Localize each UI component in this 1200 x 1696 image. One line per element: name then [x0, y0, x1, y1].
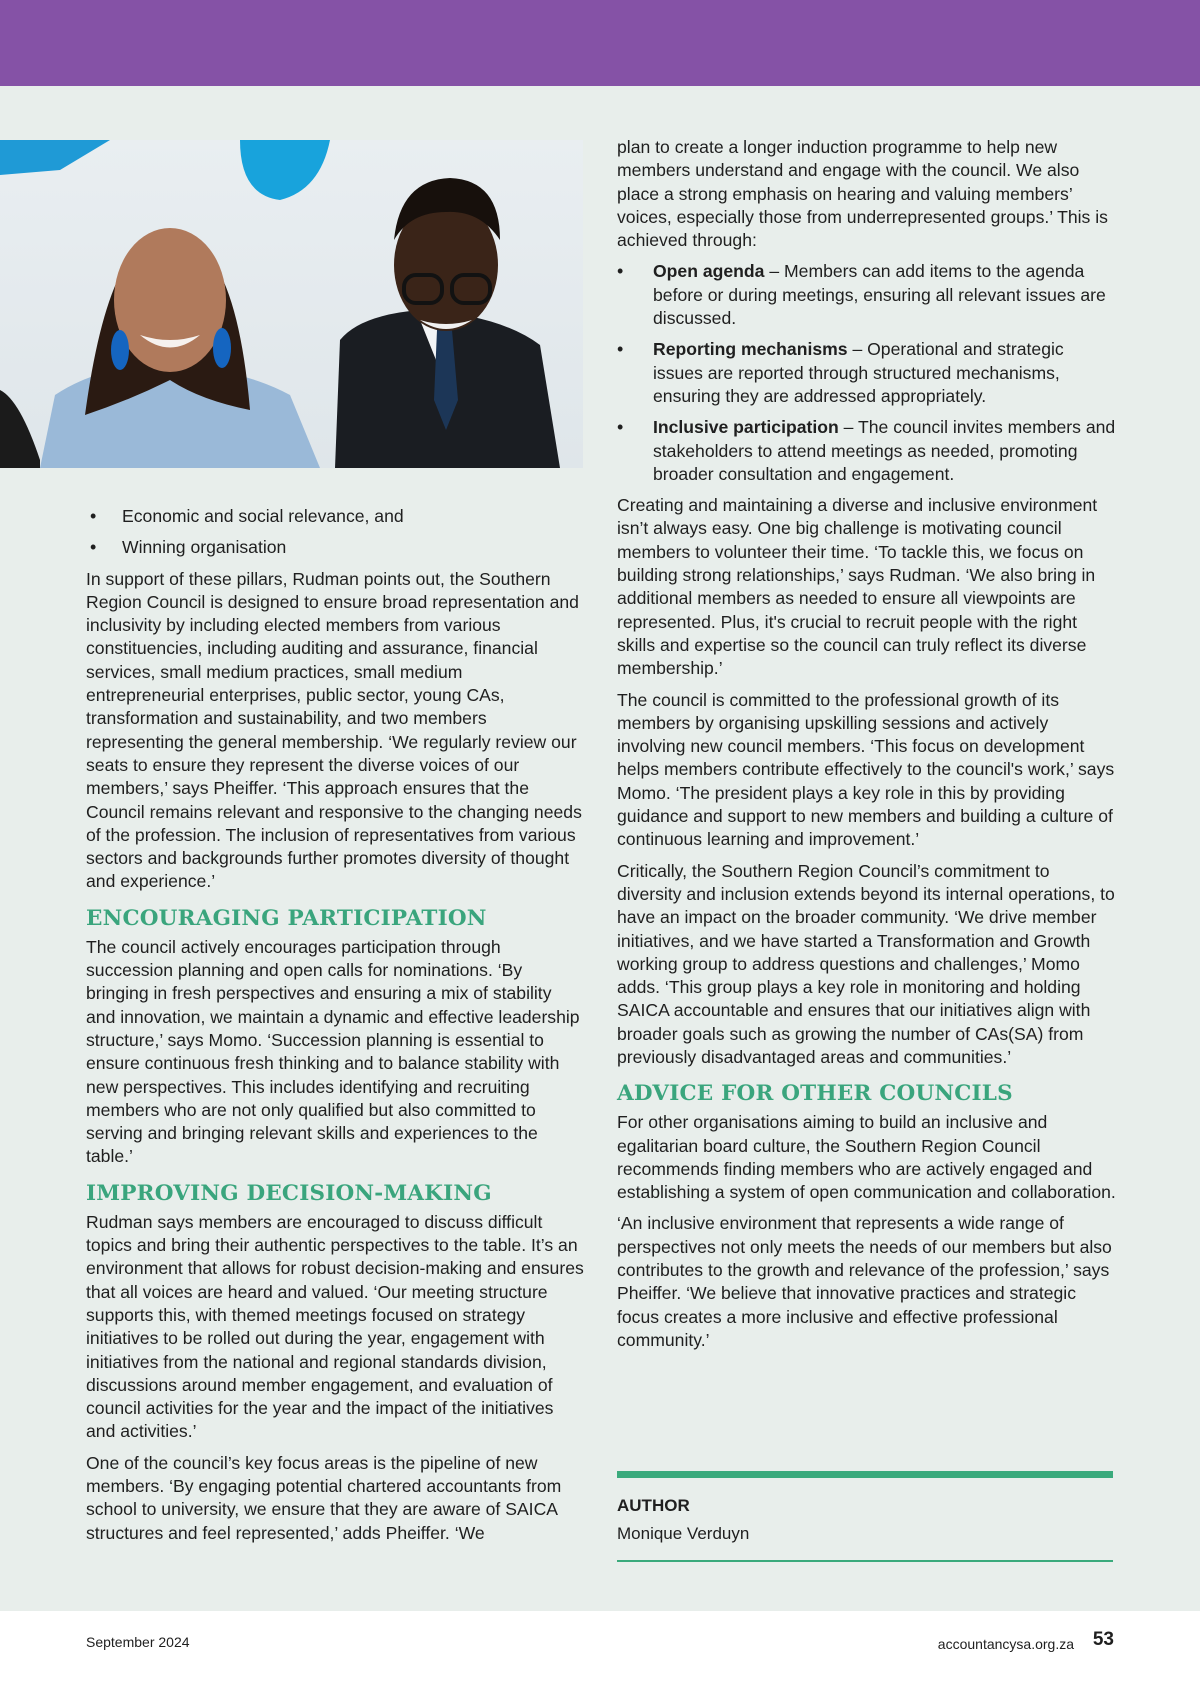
- paragraph: Rudman says members are encouraged to discuss difficult topics and bring their authentic perspectives to the table. It’s an environment that allows for robust decision-making and ensures that all voices are heard and valued. ‘Our meeting structure supports this, with themed meetings focused on strategy initiatives to be rolled out during the year, engagement with initiatives from the national and regional standards division, discussions around member engagement, and evaluation of council activities for the year and the impact of the initiatives and activities.’: [86, 1211, 584, 1442]
- paragraph: plan to create a longer induction programme to help new members understand and engage with the council. We also place a strong emphasis on hearing and valuing members’ voices, especially those from underrepresented groups.’ This is achieved through:: [617, 137, 1108, 251]
- photo-bg-shape: [0, 140, 110, 175]
- paragraph: The council is committed to the professional growth of its members by organising upskilling sessions and actively involving new council members. ‘This focus on development helps members contribute effectively to the council's work,’ says Momo. ‘The president plays a key role in this by providing guidance and support to new members and building a culture of continuous learning and improvement.’: [617, 689, 1115, 850]
- list-item: [617, 260, 1117, 330]
- paragraph: ‘An inclusive environment that represents a wide range of perspectives not only meets the needs of our members but also contributes to the growth and relevance of the profession,’ says Pheiffer. ‘We believe that innovative practices and strategic focus creates a more inclusive and effective professional community.’: [617, 1213, 1112, 1350]
- pillars-list: [86, 505, 584, 560]
- list-item-text: – The council invites members and stakeholders to attend meetings as needed, promoting broader consultation and engagement.: [653, 417, 1116, 484]
- header-color-bar: [0, 0, 1200, 86]
- section-heading: ENCOURAGING PARTICIPATION: [86, 905, 487, 931]
- woman-earring-right: [213, 328, 231, 368]
- footer-url[interactable]: accountancysa.org.za: [937, 1636, 1074, 1652]
- mechanisms-list: [617, 260, 1117, 486]
- list-item-term: Open agenda: [653, 261, 765, 282]
- list-item-text: – Members can add items to the agenda before or during meetings, ensuring all relevant issues are discussed.: [653, 261, 1106, 329]
- paragraph: One of the council’s key focus areas is the pipeline of new members. ‘By engaging potential chartered accountants from school to university, we ensure that they are aware of SAICA structures and feel represented,’ adds Pheiffer. ‘We: [86, 1452, 562, 1543]
- paragraph: Critically, the Southern Region Council’s commitment to diversity and inclusion extends beyond its internal operations, to have an impact on the broader community. ‘We drive member initiatives, and we have started a Transformation and Growth working group to address questions and challenges,’ Momo adds. ‘This group plays a key role in monitoring and holding SAICA accountable and ensures that our initiatives align with broader goals such as growing the number of CAs(SA) from previously disadvantaged areas and communities.’: [617, 860, 1115, 1067]
- page-number: 53: [1092, 1629, 1114, 1650]
- left-column: [86, 505, 584, 1553]
- list-item-text: – Operational and strategic issues are reported through structured mechanisms, ensuring they are addressed appropriately.: [653, 339, 1064, 406]
- footer: [0, 1611, 1200, 1696]
- woman-earring-left: [111, 330, 129, 370]
- list-item-term: Reporting mechanisms: [653, 339, 848, 360]
- right-column: [617, 136, 1117, 1360]
- author-label: AUTHOR: [617, 1496, 690, 1515]
- paragraph: Creating and maintaining a diverse and inclusive environment isn’t always easy. One big challenge is motivating council members to volunteer their time. ‘To tackle this, we focus on building strong relationships,’ says Rudman. ‘We also bring in additional members as needed to ensure all viewpoints are represented. Plus, it's crucial to recruit people with the right skills and expertise so the council can truly reflect its diverse membership.’: [617, 495, 1098, 679]
- article-photo: [0, 140, 583, 468]
- photo-bg-shape-2: [240, 140, 330, 200]
- woman-face: [114, 228, 226, 372]
- list-item: • Economic and social relevance, and: [86, 505, 584, 528]
- footer-date: September 2024: [86, 1634, 190, 1650]
- list-item: [617, 416, 1117, 486]
- author-name: Monique Verduyn: [617, 1524, 750, 1543]
- author-rule-top: [617, 1471, 1113, 1478]
- photo-illustration: [0, 140, 583, 468]
- list-item-term: Inclusive participation: [653, 417, 839, 438]
- section-heading: ADVICE FOR OTHER COUNCILS: [617, 1081, 1013, 1107]
- section-heading: IMPROVING DECISION-MAKING: [86, 1180, 492, 1206]
- list-item: [617, 338, 1117, 408]
- author-rule-bottom: [617, 1560, 1113, 1562]
- paragraph: The council actively encourages participation through succession planning and open calls for nominations. ‘By bringing in fresh perspectives and ensuring a mix of stability and innovation, we maintain a dynamic and effective leadership structure,’ says Momo. ‘Succession planning is essential to ensure continuous fresh thinking and to balance stability with new perspectives. This includes identifying and recruiting members who are not only qualified but also committed to serving and bringing relevant skills and experiences to the table.’: [86, 936, 580, 1167]
- paragraph: In support of these pillars, Rudman points out, the Southern Region Council is designed to ensure broad representation and inclusivity by including elected members from various constituencies, including auditing and assurance, financial services, small medium practices, small medium entrepreneurial enterprises, public sector, young CAs, transformation and sustainability, and two members representing the general membership. ‘We regularly review our seats to ensure they represent the diverse voices of our members,’ says Pheiffer. ‘This approach ensures that the Council remains relevant and responsive to the changing needs of the profession. The inclusion of representatives from various sectors and backgrounds further promotes diversity of thought and experience.’: [86, 568, 582, 892]
- paragraph: For other organisations aiming to build an inclusive and egalitarian board culture, the Southern Region Council recommends finding members who are actively engaged and establishing a system of open communication and collaboration.: [617, 1112, 1116, 1203]
- edge-person: [0, 390, 40, 468]
- list-item: • Winning organisation: [86, 536, 584, 559]
